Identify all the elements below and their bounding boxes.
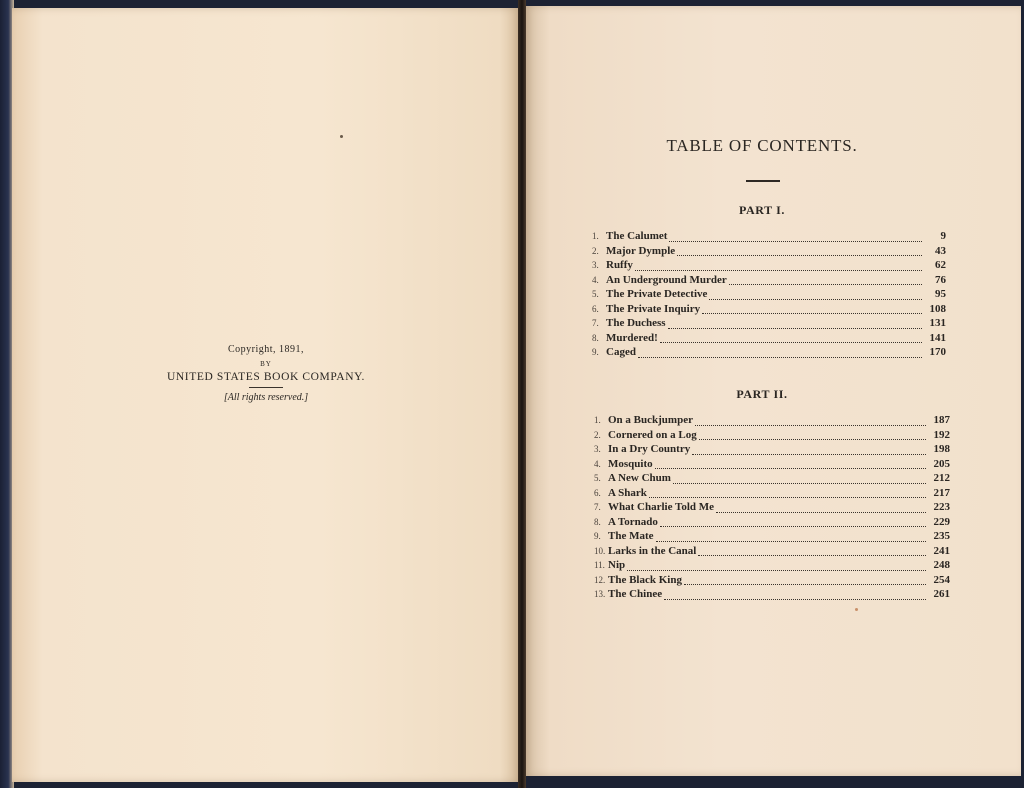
entry-number: 9. bbox=[594, 531, 601, 541]
toc-entry bbox=[592, 345, 946, 360]
entry-number: 3. bbox=[594, 444, 601, 454]
toc-entry bbox=[594, 573, 950, 588]
leader-dots bbox=[698, 545, 926, 556]
leader-dots bbox=[673, 473, 926, 484]
entry-number: 11. bbox=[594, 560, 605, 570]
entry-number: 8. bbox=[592, 332, 599, 343]
copyright-block bbox=[12, 344, 520, 403]
entry-title: The Mate bbox=[608, 530, 654, 542]
leader-dots bbox=[635, 260, 922, 271]
toc-entry bbox=[594, 544, 950, 559]
entry-number: 1. bbox=[594, 415, 601, 425]
leader-dots bbox=[627, 560, 926, 571]
toc-entry bbox=[592, 331, 946, 346]
entry-page: 223 bbox=[933, 501, 950, 513]
entry-number: 4. bbox=[592, 274, 599, 285]
entry-title: The Private Detective bbox=[606, 288, 708, 300]
toc-entry bbox=[594, 428, 950, 443]
entry-number: 2. bbox=[592, 245, 599, 256]
entry-page: 248 bbox=[933, 559, 950, 571]
leader-dots bbox=[669, 231, 922, 242]
entry-page: 170 bbox=[929, 346, 946, 358]
entry-number: 2. bbox=[594, 429, 601, 440]
entry-page: 205 bbox=[933, 457, 950, 470]
copyright-rule bbox=[249, 387, 283, 388]
leader-dots bbox=[638, 347, 922, 358]
entry-page: 141 bbox=[929, 331, 946, 344]
entry-page: 76 bbox=[935, 273, 946, 286]
leader-dots bbox=[692, 444, 926, 455]
by-line: BY bbox=[260, 360, 272, 368]
entry-number: 8. bbox=[594, 516, 601, 527]
entry-number: 5. bbox=[592, 289, 599, 299]
entry-number: 4. bbox=[594, 458, 601, 469]
entry-title: Murdered! bbox=[606, 331, 658, 344]
entry-title: The Calumet bbox=[606, 230, 668, 242]
leader-dots bbox=[660, 332, 922, 343]
entry-page: 217 bbox=[933, 486, 950, 499]
toc-entry bbox=[594, 413, 950, 428]
leader-dots bbox=[656, 531, 926, 542]
entry-title: Cornered on a Log bbox=[608, 428, 697, 441]
entry-page: 95 bbox=[935, 288, 946, 300]
toc-entry bbox=[594, 486, 950, 501]
publisher-name: UNITED STATES BOOK COMPANY. bbox=[166, 371, 366, 383]
entry-page: 212 bbox=[933, 472, 950, 484]
entry-page: 108 bbox=[929, 302, 946, 315]
toc-entry bbox=[592, 229, 946, 244]
toc-title: TABLE OF CONTENTS. bbox=[666, 136, 858, 155]
leader-dots bbox=[702, 303, 922, 314]
entry-page: 131 bbox=[929, 317, 946, 329]
leader-dots bbox=[684, 574, 926, 585]
leader-dots bbox=[664, 589, 926, 600]
entry-number: 9. bbox=[592, 347, 599, 357]
entry-page: 9 bbox=[940, 230, 946, 242]
leader-dots bbox=[716, 502, 926, 513]
toc-entry bbox=[594, 471, 950, 486]
entry-page: 62 bbox=[935, 259, 946, 271]
toc-entry bbox=[594, 529, 950, 544]
toc-entry bbox=[592, 258, 946, 273]
entry-title: What Charlie Told Me bbox=[608, 501, 715, 513]
copyright-line: Copyright, 1891, bbox=[227, 344, 305, 355]
part-heading: PART II. bbox=[736, 387, 788, 401]
entry-page: 235 bbox=[933, 530, 950, 542]
entry-number: 7. bbox=[594, 502, 601, 512]
entry-number: 6. bbox=[592, 303, 599, 314]
leader-dots bbox=[660, 516, 926, 527]
entry-page: 229 bbox=[933, 515, 950, 528]
entry-number: 1. bbox=[592, 231, 599, 241]
paper-speck bbox=[340, 135, 343, 138]
toc-entry bbox=[592, 273, 946, 288]
entry-title: A New Chum bbox=[608, 472, 671, 484]
part-1-entries bbox=[592, 229, 946, 360]
entry-number: 13. bbox=[594, 589, 606, 599]
toc-entry bbox=[594, 515, 950, 530]
toc-entry bbox=[594, 558, 950, 573]
entry-number: 7. bbox=[592, 318, 599, 328]
leader-dots bbox=[655, 458, 926, 469]
toc-entry bbox=[594, 587, 950, 602]
leader-dots bbox=[729, 274, 922, 285]
rights-notice: [All rights reserved.] bbox=[223, 392, 309, 403]
entry-title: The Duchess bbox=[606, 317, 666, 329]
leader-dots bbox=[699, 429, 926, 440]
entry-number: 10. bbox=[594, 545, 606, 556]
entry-title: Mosquito bbox=[608, 457, 653, 470]
entry-title: An Underground Murder bbox=[606, 273, 727, 286]
entry-title: On a Buckjumper bbox=[608, 414, 693, 426]
entry-title: The Chinee bbox=[608, 588, 663, 600]
entry-title: Caged bbox=[606, 346, 636, 358]
entry-title: Nip bbox=[608, 559, 626, 571]
part-heading: PART I. bbox=[738, 203, 785, 217]
leader-dots bbox=[677, 245, 922, 256]
entry-title: The Black King bbox=[608, 573, 682, 586]
entry-number: 5. bbox=[594, 473, 601, 483]
entry-page: 261 bbox=[933, 588, 950, 600]
entry-number: 12. bbox=[594, 574, 606, 585]
entry-page: 43 bbox=[935, 244, 946, 257]
toc-entry bbox=[592, 302, 946, 317]
entry-page: 198 bbox=[933, 443, 950, 455]
entry-page: 241 bbox=[933, 544, 950, 557]
entry-title: In a Dry Country bbox=[608, 443, 691, 455]
entry-title: A Tornado bbox=[608, 515, 658, 528]
entry-number: 6. bbox=[594, 487, 601, 498]
part-2-entries bbox=[594, 413, 950, 602]
entry-page: 254 bbox=[933, 573, 950, 586]
leader-dots bbox=[695, 415, 926, 426]
entry-title: Larks in the Canal bbox=[608, 544, 697, 557]
entry-number: 3. bbox=[592, 260, 599, 270]
entry-page: 192 bbox=[933, 428, 950, 441]
entry-title: The Private Inquiry bbox=[606, 302, 701, 315]
leader-dots bbox=[709, 289, 922, 300]
entry-title: A Shark bbox=[608, 486, 647, 499]
leader-dots bbox=[668, 318, 922, 329]
entry-title: Major Dymple bbox=[606, 244, 676, 257]
toc-entry bbox=[594, 457, 950, 472]
toc-entry bbox=[594, 442, 950, 457]
toc-entry bbox=[592, 244, 946, 259]
toc-entry bbox=[594, 500, 950, 515]
toc-entry bbox=[592, 287, 946, 302]
leader-dots bbox=[649, 487, 926, 498]
entry-title: Ruffy bbox=[606, 259, 633, 271]
paper-speck bbox=[855, 608, 858, 611]
entry-page: 187 bbox=[933, 414, 950, 426]
toc-entry bbox=[592, 316, 946, 331]
title-rule bbox=[746, 180, 780, 182]
